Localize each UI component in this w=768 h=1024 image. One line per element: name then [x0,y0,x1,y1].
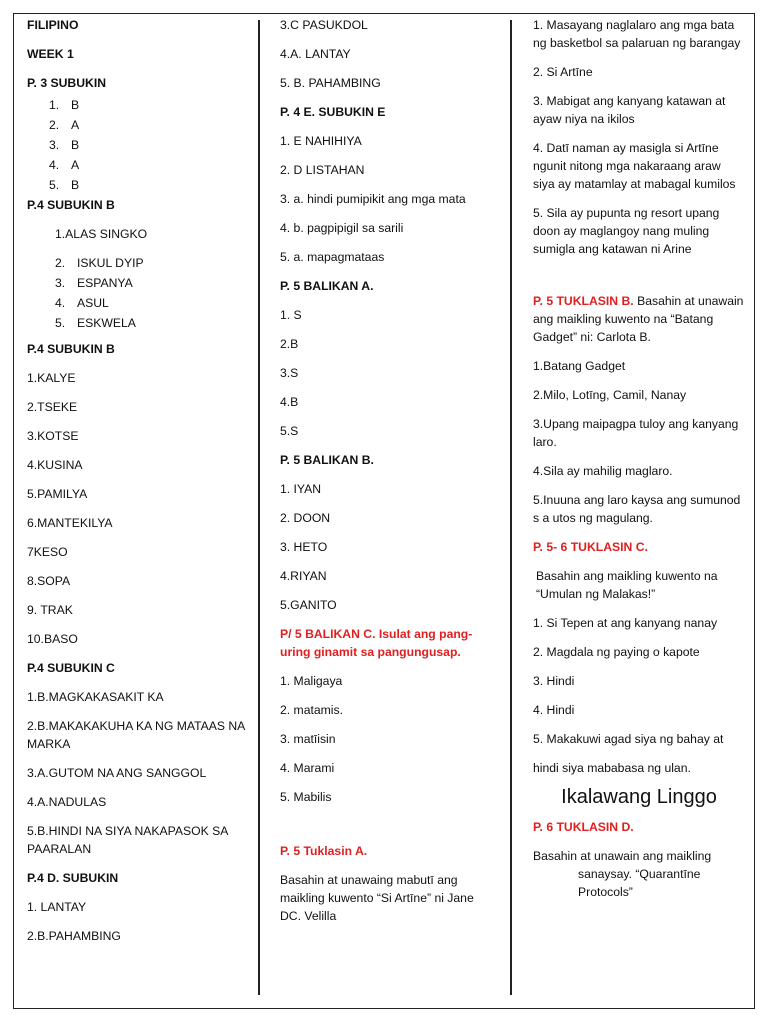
list-item: 2. D LISTAHAN [280,163,365,177]
subject-title: FILIPINO [27,18,79,32]
instruction-line: Basahin at unawain ang maikling [533,849,712,863]
list-item: 2.B.PAHAMBING [27,929,121,943]
list-item: 8.SOPA [27,574,71,588]
list-item: 4. Datī naman ay masigla si Artīne ngunit nitong mga nakaraang araw siya ay matamlay at mabagal kumilos [533,141,736,191]
list-item: 5.PAMILYA [27,487,88,501]
section-heading: P. 5 BALIKAN B. [280,453,374,467]
list-item: 3.KOTSE [27,429,79,443]
list-item: 5. Makakuwi agad siya ng bahay at [533,732,724,746]
section-heading: P. 5 BALIKAN A. [280,279,374,293]
list-item: 3. Hindi [533,674,575,688]
list-item: 5. Sila ay pupunta ng resort upang doon ay maglangoy nang muling sumigla ang katawan ni Arine [533,206,720,256]
list-item: 1. S [280,308,302,322]
instruction-line: sanaysay. “Quarantīne Protocols” [578,867,701,899]
column-3 [533,16,745,912]
list-item: 2. A [49,118,80,132]
list-item: 3. matīisin [280,732,336,746]
list-item: hindi siya mababasa ng ulan. [533,761,691,775]
instruction-text: Basahin ang maikling kuwento na “Umulan ng Malakas!” [536,569,718,601]
list-item: 1. IYAN [280,482,322,496]
column-2 [280,16,495,936]
list-item: 4. b. pagpipigil sa sarili [280,221,404,235]
list-item: 4.KUSINA [27,458,83,472]
list-item: 9. TRAK [27,603,73,617]
page-heading: Ikalawang Linggo [561,786,717,808]
list-item: 4.Sila ay mahilig maglaro. [533,464,673,478]
section-heading: P. 5 TUKLASIN B. [533,294,634,308]
section-heading: P. 5 Tuklasin A. [280,844,368,858]
list-item: 2.B.MAKAKAKUHA KA NG MATAAS NA MARKA [27,719,245,751]
section-heading: P/ 5 BALIKAN C. Isulat ang pang-uring ginamit sa pangungusap. [280,627,473,659]
list-item: 5. Mabilis [280,790,332,804]
list-item: 1. Maligaya [280,674,343,688]
list-item: 1. LANTAY [27,900,87,914]
list-item: 5. B. PAHAMBING [280,76,381,90]
section-heading: P.4 SUBUKIN C [27,661,115,675]
list-item: 5.B.HINDI NA SIYA NAKAPASOK SA PAARALAN [27,824,228,856]
list-item: 2.B [280,337,299,351]
list-item: 2. DOON [280,511,331,525]
list-item: 1.ALAS SINGKO [55,227,148,241]
list-item: 2.Milo, Lotīng, Camil, Nanay [533,388,687,402]
list-item: 4.RIYAN [280,569,327,583]
list-item: 6.MANTEKILYA [27,516,113,530]
list-item: 5. ESKWELA [55,316,136,330]
list-item: 2. Si Artīne [533,65,593,79]
list-item: 3.Upang maipagpa tuloy ang kanyang laro. [533,417,739,449]
list-item: 1. Si Tepen at ang kanyang nanay [533,616,718,630]
instruction-text [533,847,745,901]
list-item: 4.B [280,395,299,409]
answer-list [27,254,247,332]
list-item: 2. ISKUL DYIP [55,256,144,270]
list-item: 2. Magdala ng paying o kapote [533,645,700,659]
list-item: 5.GANITO [280,598,337,612]
list-item: 1.B.MAGKAKASAKIT KA [27,690,164,704]
list-item: 1.Batang Gadget [533,359,626,373]
list-item: 4. A [49,158,80,172]
section-heading: P. 3 SUBUKIN [27,76,107,90]
column-divider [510,20,512,995]
list-item: 2.TSEKE [27,400,78,414]
section-heading: P.4 SUBUKIN B [27,342,115,356]
instruction-text: Basahin at unawaing mabutī ang maikling kuwento “Si Artīne” ni Jane DC. Velilla [280,873,474,923]
list-item: 10.BASO [27,632,78,646]
list-item: 5.Inuuna ang laro kaysa ang sumunod s a utos ng magulang. [533,493,741,525]
column-divider [258,20,260,995]
week-label: WEEK 1 [27,47,74,61]
list-item: 3.A.GUTOM NA ANG SANGGOL [27,766,207,780]
list-item: 1. E NAHIHIYA [280,134,362,148]
list-item: 5. B [49,178,80,192]
list-item: 3. HETO [280,540,328,554]
list-item: 3. B [49,138,80,152]
list-item: 1.KALYE [27,371,76,385]
answer-list [27,96,247,194]
list-item: 4.A.NADULAS [27,795,107,809]
instruction-block [533,292,745,346]
list-item: 3. a. hindi pumipikit ang mga mata [280,192,466,206]
list-item: 1. Masayang naglalaro ang mga bata ng basketbol sa palaruan ng barangay [533,18,741,50]
section-heading: P. 5- 6 TUKLASIN C. [533,540,648,554]
list-item: 4.A. LANTAY [280,47,351,61]
list-item: 5. a. mapagmataas [280,250,385,264]
section-heading: P. 6 TUKLASIN D. [533,820,634,834]
list-item: 7KESO [27,545,68,559]
section-heading: P. 4 E. SUBUKIN E [280,105,386,119]
list-item: 1. B [49,98,80,112]
instruction-text: Basahin at unawain ang maikling kuwento na “Batang Gadget” ni: Carlota B. [533,294,744,344]
section-heading: P.4 SUBUKIN B [27,198,115,212]
section-heading: P.4 D. SUBUKIN [27,871,119,885]
list-item: 3. Mabigat ang kanyang katawan at ayaw niya na ikilos [533,94,726,126]
column-1 [27,16,247,956]
list-item: 5.S [280,424,299,438]
list-item: 2. matamis. [280,703,343,717]
list-item: 4. Marami [280,761,335,775]
list-item: 3.S [280,366,299,380]
list-item: 3. ESPANYA [55,276,133,290]
list-item: 3.C PASUKDOL [280,18,368,32]
list-item: 4. ASUL [55,296,109,310]
list-item: 4. Hindi [533,703,575,717]
